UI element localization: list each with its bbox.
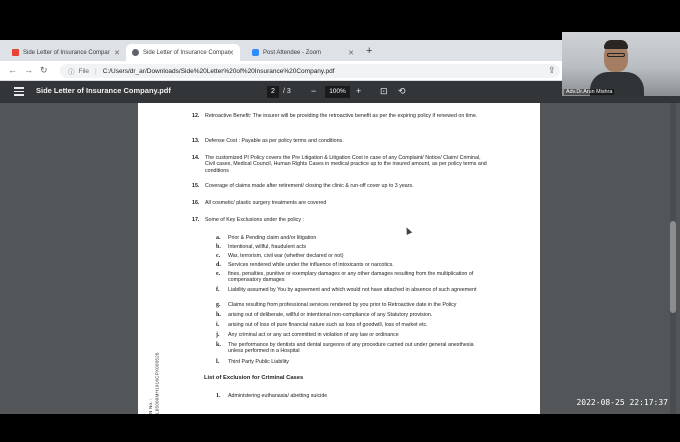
exclusion-item-e: [216, 271, 488, 284]
zoom-level-input[interactable]: 100%: [325, 86, 350, 98]
exclusion-text: arising out of deliberate, willful or intentional non-compliance of any Statutory provision.: [228, 312, 433, 318]
pdf-file-icon: [132, 49, 139, 56]
exclusion-item-i: [216, 322, 488, 328]
exclusion-letter: j.: [216, 332, 220, 338]
exclusion-item-j: [216, 332, 488, 338]
tab-pdf-side-letter[interactable]: [126, 44, 240, 61]
tab-label: Side Letter of Insurance Compar: [143, 49, 230, 56]
exclusion-item-c: [216, 253, 488, 259]
item-number: 13.: [192, 138, 200, 144]
exclusion-item-d: [216, 262, 488, 268]
exclusion-item-l: [216, 359, 488, 365]
item-text: The customized PI Policy covers the Pre Litigation & Litigation Cost in case of any Complaint/ Notice/ Claim/ Criminal, Civil cases, Medical Council, Human Rights Cases in medical practice up to the insured amount, as per policy terms and conditions: [205, 155, 487, 174]
exclusion-text: fines, penalties, punitive or exemplary damages or any other damages resulting from the multiplication of compensatory damages: [228, 271, 474, 284]
tab-label: Post Attendee - Zoom: [263, 49, 322, 56]
item-number: 14.: [192, 155, 200, 161]
menu-icon[interactable]: [14, 87, 24, 96]
exclusion-text: Claims resulting from professional services rendered by you prior to Retroactive date in the Policy: [228, 302, 457, 308]
item-text: Coverage of claims made after retirement/ closing the clinic & run-off cover up to 3 years.: [205, 183, 414, 189]
fit-to-page-icon[interactable]: ⊡: [380, 86, 388, 96]
item-number: 15.: [192, 183, 200, 189]
zoom-out-icon[interactable]: −: [311, 86, 317, 96]
exclusion-letter: h.: [216, 312, 221, 318]
criminal-item-text: Administering euthanasia/ abetting suicide: [228, 393, 328, 399]
exclusion-item-a: [216, 235, 488, 241]
exclusion-text: The performance by dentists and dental surgeons of any procedure carried out under general anesthesia unless performed in a Hospital: [228, 342, 474, 355]
pdf-viewer[interactable]: [0, 103, 680, 414]
pdf-page: [138, 103, 540, 414]
exclusion-text: Third Party Public Liability: [228, 359, 289, 365]
participant-name: Adv.Dr.Arun Mishra: [566, 89, 613, 95]
url-scheme: File: [78, 67, 89, 75]
vertical-scrollbar[interactable]: [670, 103, 676, 414]
criminal-item-1: [216, 393, 488, 399]
zoom-icon: [252, 49, 259, 56]
back-arrow-icon[interactable]: ←: [8, 65, 17, 75]
zoom-in-icon[interactable]: +: [356, 86, 362, 96]
exclusion-letter: e.: [216, 271, 221, 277]
exclusion-text: Any criminal act or any act committed in violation of any law or ordinance: [228, 332, 399, 338]
exclusion-letter: b.: [216, 244, 221, 250]
close-icon[interactable]: ✕: [348, 49, 354, 57]
item-text: Defense Cost : Payable as per policy terms and conditions.: [205, 138, 344, 144]
exclusion-letter: f.: [216, 287, 220, 293]
item-text: Some of Key Exclusions under the policy :: [205, 217, 304, 223]
new-tab-button[interactable]: +: [366, 45, 373, 57]
exclusion-letter: d.: [216, 262, 221, 268]
criminal-item-number: 1.: [216, 393, 221, 399]
policy-item-15: [192, 183, 492, 189]
tab-label: Side Letter of Insurance Compar: [23, 49, 110, 56]
forward-arrow-icon[interactable]: →: [24, 65, 33, 75]
tab-gmail-side-letter[interactable]: [6, 44, 126, 61]
exclusion-letter: c.: [216, 253, 221, 259]
browser-window: [0, 40, 680, 414]
exclusion-letter: l.: [216, 359, 220, 365]
page-number-input[interactable]: 2: [267, 86, 279, 98]
criminal-exclusions-heading: List of Exclusion for Criminal Cases: [204, 375, 304, 381]
item-text: All cosmetic/ plastic surgery treatments are covered: [205, 200, 327, 206]
share-icon[interactable]: ⇪: [548, 65, 556, 75]
url-separator: |: [94, 67, 97, 75]
gmail-icon: [12, 49, 19, 56]
rotate-icon[interactable]: ⟲: [398, 86, 406, 96]
registration-stamp: N No. : L65000MH1916CPX000526: [148, 352, 160, 414]
page-count: / 3: [283, 88, 291, 95]
exclusion-text: arising out of loss of pure financial nature such as loss of goodwill, loss of market etc.: [228, 322, 428, 328]
exclusion-item-f: [216, 287, 488, 293]
url-field[interactable]: [60, 64, 560, 78]
exclusion-item-g: [216, 302, 488, 308]
glasses-icon: [607, 53, 625, 57]
item-number: 16.: [192, 200, 200, 206]
exclusion-letter: a.: [216, 235, 221, 241]
item-number: 12.: [192, 113, 200, 119]
policy-item-13: [192, 138, 492, 144]
total-pages: 3: [286, 88, 291, 95]
exclusion-text: Intentional, willful, fraudulent acts: [228, 244, 307, 250]
policy-item-16: [192, 200, 492, 206]
close-icon[interactable]: ✕: [114, 49, 120, 57]
exclusion-text: Prior & Pending claim and/or litigation: [228, 235, 317, 241]
pdf-title: Side Letter of Insurance Company.pdf: [36, 86, 171, 95]
scrollbar-thumb[interactable]: [670, 221, 676, 313]
exclusion-letter: g.: [216, 302, 221, 308]
recording-timestamp: 2022-08-25 22:17:37: [576, 398, 668, 407]
exclusion-letter: i.: [216, 322, 220, 328]
participant-hair: [604, 40, 628, 49]
close-icon[interactable]: ✕: [228, 49, 234, 57]
url-text: C:/Users/dr_ar/Downloads/Side%20Letter%20of%20Insurance%20Company.pdf: [102, 67, 335, 75]
exclusion-letter: k.: [216, 342, 221, 348]
reload-icon[interactable]: ↻: [40, 65, 48, 75]
policy-item-14: [192, 155, 492, 174]
tab-zoom[interactable]: [246, 44, 360, 61]
exclusion-item-b: [216, 244, 488, 250]
policy-item-12: [192, 113, 492, 119]
participant-video[interactable]: [562, 32, 680, 96]
exclusion-text: Services rendered while under the influence of intoxicants or narcotics.: [228, 262, 394, 268]
exclusion-item-k: [216, 342, 488, 355]
info-icon[interactable]: ⓘ: [68, 68, 75, 76]
exclusion-text: Liability assumed by You by agreement and which would not have attached in absence of such agreement: [228, 287, 477, 293]
policy-item-17: [192, 217, 492, 223]
exclusion-item-h: [216, 312, 488, 318]
exclusion-text: War, terrorism, civil war (whether declared or not): [228, 253, 344, 259]
item-number: 17.: [192, 217, 200, 223]
item-text: Retroactive Benefit: The insurer will be providing the retroactive benefit as per the expiring policy if renewed on time.: [205, 113, 478, 119]
